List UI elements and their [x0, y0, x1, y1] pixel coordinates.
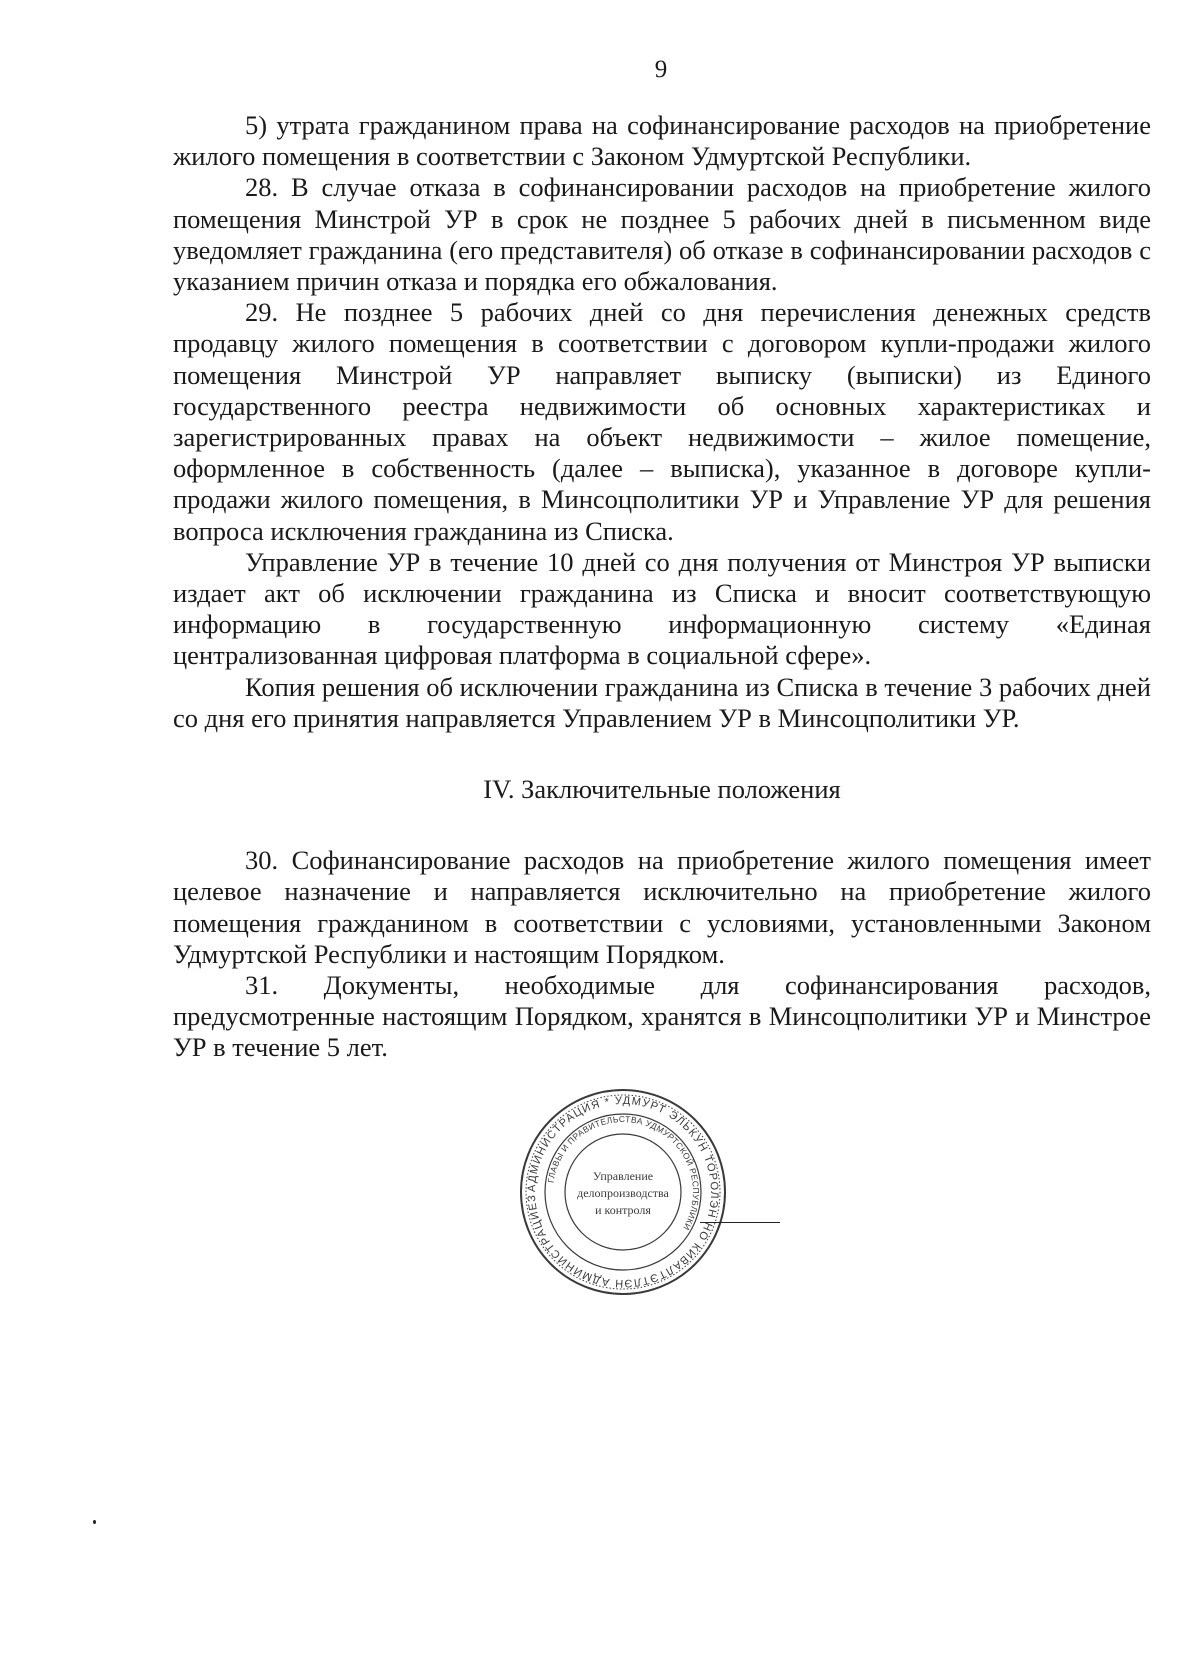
document-body: [173, 110, 1151, 1064]
page-number: 9: [654, 56, 668, 83]
paragraph-30: 30. Софинансирование расходов на приобретение жилого помещения имеет целевое назначение и направляется исключительно на приобретение жилого помещения гражданином в соответствии с условиями, установленными Законом Удмуртской Республики и настоящим Порядком.: [173, 845, 1151, 969]
paragraph-29: 29. Не позднее 5 рабочих дней со дня перечисления денежных средств продавцу жилого помещения в соответствии с договором купли-продажи жилого помещения Минстрой УР направляет выписку (выписки) из Единого государственного реестра недвижимости об основных характеристиках и зарегистрированных правах на объект недвижимости – жилое помещение, оформленное в собственность (далее – выписка), указанное в договоре купли-продажи жилого помещения, в Минсоцполитики УР и Управление УР для решения вопроса исключения гражданина из Списка.: [173, 297, 1151, 546]
seal-inner-text: ГЛАВЫ И ПРАВИТЕЛЬСТВА УДМУРТСКОЙ РЕСПУБЛИКИ: [545, 1113, 702, 1233]
paragraph-28: 28. В случае отказа в софинансировании расходов на приобретение жилого помещения Минстрой УР в срок не позднее 5 рабочих дней в письменном виде уведомляет гражданина (его представителя) об отказе в софинансировании расходов с указанием причин отказа и порядка его обжалования.: [173, 172, 1151, 297]
paragraph-29-continuation-1: Управление УР в течение 10 дней со дня получения от Минстроя УР выписки издает акт об исключении гражданина из Списка и вносит соответствующую информацию в государственную информационную систему «Единая централизованная цифровая платформа в социальной сфере».: [173, 546, 1151, 671]
seal-center-line-2: делопроизводства: [577, 1186, 669, 1200]
paragraph-item-5: 5) утрата гражданином права на софинансирование расходов на приобретение жилого помещения в соответствии с Законом Удмуртской Республики.: [173, 110, 1151, 172]
signature-line: [700, 1222, 780, 1223]
paragraph-29-continuation-2: Копия решения об исключении гражданина из Списка в течение 3 рабочих дней со дня его принятия направляется Управлением УР в Минсоцполитики УР.: [173, 671, 1151, 733]
section-heading: IV. Заключительные положения: [483, 774, 841, 805]
paragraph-31: 31. Документы, необходимые для софинансирования расходов, предусмотренные настоящим Порядком, хранятся в Минсоцполитики УР и Минстрое УР в течение 5 лет.: [173, 970, 1151, 1063]
seal-center-line-1: Управление: [592, 1169, 654, 1183]
seal-center-line-3: и контроля: [595, 1203, 651, 1217]
official-seal: [518, 1085, 728, 1300]
seal-outer-text: АДМИНИСТРАЦИЯ * УДМУРТ ЭЛЬКУН ТОРОЛЭН НО КИВАЛТЭТЛЭН АДМИНИСТРАЦИЕЗ: [525, 1094, 721, 1290]
scan-speck: [93, 1520, 96, 1524]
